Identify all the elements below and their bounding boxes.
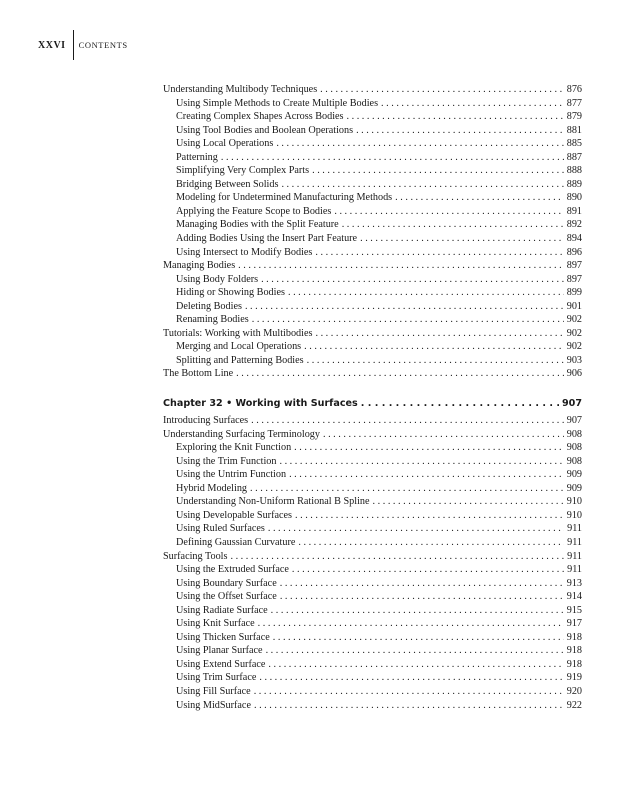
toc-subentry bbox=[163, 137, 582, 151]
toc-subentry bbox=[163, 617, 582, 631]
entry-page-number: 892 bbox=[566, 219, 582, 231]
toc-subentry bbox=[163, 300, 582, 314]
entry-title: Using Thicken Surface bbox=[176, 631, 270, 643]
dot-leader bbox=[280, 590, 564, 604]
dot-leader bbox=[295, 509, 564, 523]
dot-leader bbox=[259, 671, 563, 685]
entry-page-number: 902 bbox=[566, 327, 582, 339]
entry-title: Managing Bodies with the Split Feature bbox=[176, 219, 339, 231]
dot-leader bbox=[258, 617, 564, 631]
dot-leader bbox=[236, 367, 564, 381]
dot-leader bbox=[347, 110, 564, 124]
entry-title: The Bottom Line bbox=[163, 368, 234, 380]
toc-subentry bbox=[163, 232, 582, 246]
entry-page-number: 902 bbox=[566, 314, 582, 326]
entry-page-number: 918 bbox=[566, 631, 582, 643]
entry-title: Simplifying Very Complex Parts bbox=[176, 165, 310, 177]
toc-subentry bbox=[163, 340, 582, 354]
toc-subentry bbox=[163, 699, 582, 713]
toc-subentry bbox=[163, 313, 582, 327]
entry-page-number: 908 bbox=[566, 455, 582, 467]
dot-leader bbox=[221, 151, 564, 165]
toc-section-multibody bbox=[163, 83, 582, 381]
dot-leader bbox=[250, 482, 564, 496]
running-head bbox=[38, 30, 128, 60]
entry-page-number: 902 bbox=[566, 341, 582, 353]
dot-leader bbox=[279, 455, 563, 469]
entry-page-number: 910 bbox=[566, 496, 582, 508]
entry-page-number: 920 bbox=[566, 685, 582, 697]
toc-subentry bbox=[163, 604, 582, 618]
entry-title: Using Ruled Surfaces bbox=[176, 523, 265, 535]
dot-leader bbox=[251, 414, 564, 428]
entry-title: Understanding Surfacing Terminology bbox=[163, 428, 320, 440]
dot-leader bbox=[298, 536, 564, 550]
dot-leader bbox=[323, 428, 564, 442]
entry-page-number: 876 bbox=[566, 84, 582, 95]
toc-subentry bbox=[163, 354, 582, 368]
toc-subentry bbox=[163, 164, 582, 178]
dot-leader bbox=[320, 83, 564, 97]
entry-title: Using the Untrim Function bbox=[176, 469, 287, 481]
dot-leader bbox=[238, 259, 564, 273]
entry-title: Introducing Surfaces bbox=[163, 415, 249, 427]
entry-title: Using the Extruded Surface bbox=[176, 564, 289, 576]
entry-page-number: 922 bbox=[566, 699, 582, 711]
entry-title: Applying the Feature Scope to Bodies bbox=[176, 205, 332, 217]
entry-page-number: 896 bbox=[566, 246, 582, 258]
entry-page-number: 906 bbox=[566, 368, 582, 380]
entry-title: Hybrid Modeling bbox=[176, 482, 248, 494]
toc-subentry bbox=[163, 495, 582, 509]
entry-title: Tutorials: Working with Multibodies bbox=[163, 327, 313, 339]
entry-page-number: 887 bbox=[566, 151, 582, 163]
dot-leader bbox=[307, 354, 564, 368]
dot-leader bbox=[288, 286, 564, 300]
toc-entry bbox=[163, 83, 582, 97]
entry-page-number: 911 bbox=[567, 550, 582, 562]
toc-subentry bbox=[163, 191, 582, 205]
entry-page-number: 901 bbox=[566, 300, 582, 312]
entry-page-number: 910 bbox=[566, 509, 582, 521]
entry-title: Adding Bodies Using the Insert Part Feature bbox=[176, 233, 358, 245]
dot-leader bbox=[252, 313, 564, 327]
entry-page-number: 897 bbox=[566, 273, 582, 285]
entry-page-number: 919 bbox=[566, 672, 582, 684]
entry-title: Using the Offset Surface bbox=[176, 591, 277, 603]
dot-leader bbox=[356, 124, 564, 138]
entry-title: Splitting and Patterning Bodies bbox=[176, 354, 304, 366]
entry-title: Using Planar Surface bbox=[176, 645, 263, 657]
dot-leader bbox=[361, 397, 559, 411]
entry-page-number: 889 bbox=[566, 178, 582, 190]
dot-leader bbox=[276, 137, 563, 151]
toc-subentry bbox=[163, 577, 582, 591]
entry-page-number: 914 bbox=[566, 591, 582, 603]
entry-page-number: 903 bbox=[566, 354, 582, 366]
entry-title: Using Simple Methods to Create Multiple Bodies bbox=[176, 97, 379, 109]
toc-section-surfaces bbox=[163, 414, 582, 712]
toc-subentry bbox=[163, 563, 582, 577]
toc-subentry bbox=[163, 468, 582, 482]
entry-page-number: 911 bbox=[567, 536, 582, 548]
toc-subentry bbox=[163, 455, 582, 469]
toc-subentry bbox=[163, 522, 582, 536]
entry-page-number: 908 bbox=[566, 428, 582, 440]
dot-leader bbox=[245, 300, 564, 314]
dot-leader bbox=[268, 522, 564, 536]
dot-leader bbox=[360, 232, 564, 246]
entry-page-number: 915 bbox=[566, 604, 582, 616]
toc-subentry bbox=[163, 671, 582, 685]
entry-title: Creating Complex Shapes Across Bodies bbox=[176, 111, 344, 123]
toc-entry bbox=[163, 550, 582, 564]
dot-leader bbox=[373, 495, 564, 509]
entry-title: Using the Trim Function bbox=[176, 455, 277, 467]
entry-page-number: 877 bbox=[566, 97, 582, 109]
toc-subentry bbox=[163, 273, 582, 287]
table-of-contents bbox=[163, 83, 582, 712]
toc-subentry bbox=[163, 286, 582, 300]
toc-subentry bbox=[163, 110, 582, 124]
toc-subentry bbox=[163, 482, 582, 496]
dot-leader bbox=[266, 644, 564, 658]
dot-leader bbox=[334, 205, 563, 219]
entry-page-number: 907 bbox=[566, 415, 582, 427]
entry-title: Renaming Bodies bbox=[176, 314, 249, 326]
entry-page-number: 911 bbox=[567, 523, 582, 535]
entry-title: Understanding Non-Uniform Rational B Spline bbox=[176, 496, 370, 508]
page-folio: XXVI bbox=[38, 39, 66, 51]
entry-page-number: 908 bbox=[566, 442, 582, 454]
entry-title: Using Knit Surface bbox=[176, 618, 255, 630]
entry-page-number: 913 bbox=[566, 577, 582, 589]
dot-leader bbox=[230, 550, 564, 564]
entry-title: Using Body Folders bbox=[176, 273, 259, 285]
entry-title: Using Tool Bodies and Boolean Operations bbox=[176, 124, 354, 136]
dot-leader bbox=[395, 191, 564, 205]
entry-title: Using MidSurface bbox=[176, 699, 251, 711]
entry-title: Patterning bbox=[176, 151, 218, 163]
toc-subentry bbox=[163, 685, 582, 699]
toc-entry bbox=[163, 414, 582, 428]
dot-leader bbox=[315, 246, 563, 260]
dot-leader bbox=[294, 441, 564, 455]
toc-subentry bbox=[163, 509, 582, 523]
dot-leader bbox=[261, 273, 564, 287]
dot-leader bbox=[280, 577, 564, 591]
toc-subentry bbox=[163, 218, 582, 232]
entry-page-number: 918 bbox=[566, 645, 582, 657]
chapter-page-number: 907 bbox=[561, 398, 582, 410]
dot-leader bbox=[268, 658, 563, 672]
dot-leader bbox=[289, 468, 564, 482]
dot-leader bbox=[312, 164, 564, 178]
entry-title: Using Extend Surface bbox=[176, 658, 266, 670]
toc-subentry bbox=[163, 246, 582, 260]
entry-page-number: 881 bbox=[566, 124, 582, 136]
entry-title: Surfacing Tools bbox=[163, 550, 228, 562]
dot-leader bbox=[281, 178, 563, 192]
entry-page-number: 897 bbox=[566, 260, 582, 272]
entry-page-number: 885 bbox=[566, 138, 582, 150]
entry-title: Using Local Operations bbox=[176, 138, 274, 150]
entry-title: Understanding Multibody Techniques bbox=[163, 84, 318, 95]
toc-subentry bbox=[163, 658, 582, 672]
dot-leader bbox=[304, 340, 564, 354]
entry-title: Hiding or Showing Bodies bbox=[176, 287, 285, 299]
toc-subentry bbox=[163, 441, 582, 455]
entry-title: Merging and Local Operations bbox=[176, 341, 302, 353]
entry-page-number: 894 bbox=[566, 233, 582, 245]
entry-title: Using Intersect to Modify Bodies bbox=[176, 246, 313, 258]
entry-title: Defining Gaussian Curvature bbox=[176, 536, 296, 548]
toc-subentry bbox=[163, 124, 582, 138]
entry-page-number: 888 bbox=[566, 165, 582, 177]
entry-title: Deleting Bodies bbox=[176, 300, 242, 312]
entry-title: Using Developable Surfaces bbox=[176, 509, 292, 521]
toc-entry bbox=[163, 259, 582, 273]
toc-entry bbox=[163, 428, 582, 442]
entry-page-number: 879 bbox=[566, 111, 582, 123]
entry-page-number: 909 bbox=[566, 482, 582, 494]
entry-page-number: 890 bbox=[566, 192, 582, 204]
entry-title: Using Trim Surface bbox=[176, 672, 257, 684]
running-head-label: CONTENTS bbox=[78, 40, 128, 50]
entry-title: Using Radiate Surface bbox=[176, 604, 268, 616]
dot-leader bbox=[342, 218, 564, 232]
toc-subentry bbox=[163, 97, 582, 111]
entry-page-number: 891 bbox=[566, 205, 582, 217]
entry-title: Bridging Between Solids bbox=[176, 178, 279, 190]
toc-subentry bbox=[163, 644, 582, 658]
entry-page-number: 918 bbox=[566, 658, 582, 670]
toc-subentry bbox=[163, 536, 582, 550]
dot-leader bbox=[292, 563, 564, 577]
entry-page-number: 899 bbox=[566, 287, 582, 299]
toc-subentry bbox=[163, 178, 582, 192]
toc-subentry bbox=[163, 151, 582, 165]
entry-page-number: 917 bbox=[566, 618, 582, 630]
entry-title: Using Boundary Surface bbox=[176, 577, 277, 589]
toc-subentry bbox=[163, 590, 582, 604]
entry-page-number: 911 bbox=[567, 564, 582, 576]
dot-leader bbox=[254, 699, 564, 713]
toc-entry bbox=[163, 327, 582, 341]
chapter-heading bbox=[163, 397, 582, 411]
dot-leader bbox=[315, 327, 563, 341]
chapter-title: Chapter 32 • Working with Surfaces bbox=[163, 398, 358, 410]
dot-leader bbox=[381, 97, 564, 111]
entry-title: Modeling for Undetermined Manufacturing Methods bbox=[176, 192, 393, 204]
toc-subentry bbox=[163, 205, 582, 219]
dot-leader bbox=[254, 685, 564, 699]
toc-subentry bbox=[163, 631, 582, 645]
dot-leader bbox=[273, 631, 564, 645]
dot-leader bbox=[271, 604, 564, 618]
entry-page-number: 909 bbox=[566, 469, 582, 481]
entry-title: Managing Bodies bbox=[163, 260, 236, 272]
entry-title: Exploring the Knit Function bbox=[176, 442, 292, 454]
toc-entry bbox=[163, 367, 582, 381]
entry-title: Using Fill Surface bbox=[176, 685, 251, 697]
